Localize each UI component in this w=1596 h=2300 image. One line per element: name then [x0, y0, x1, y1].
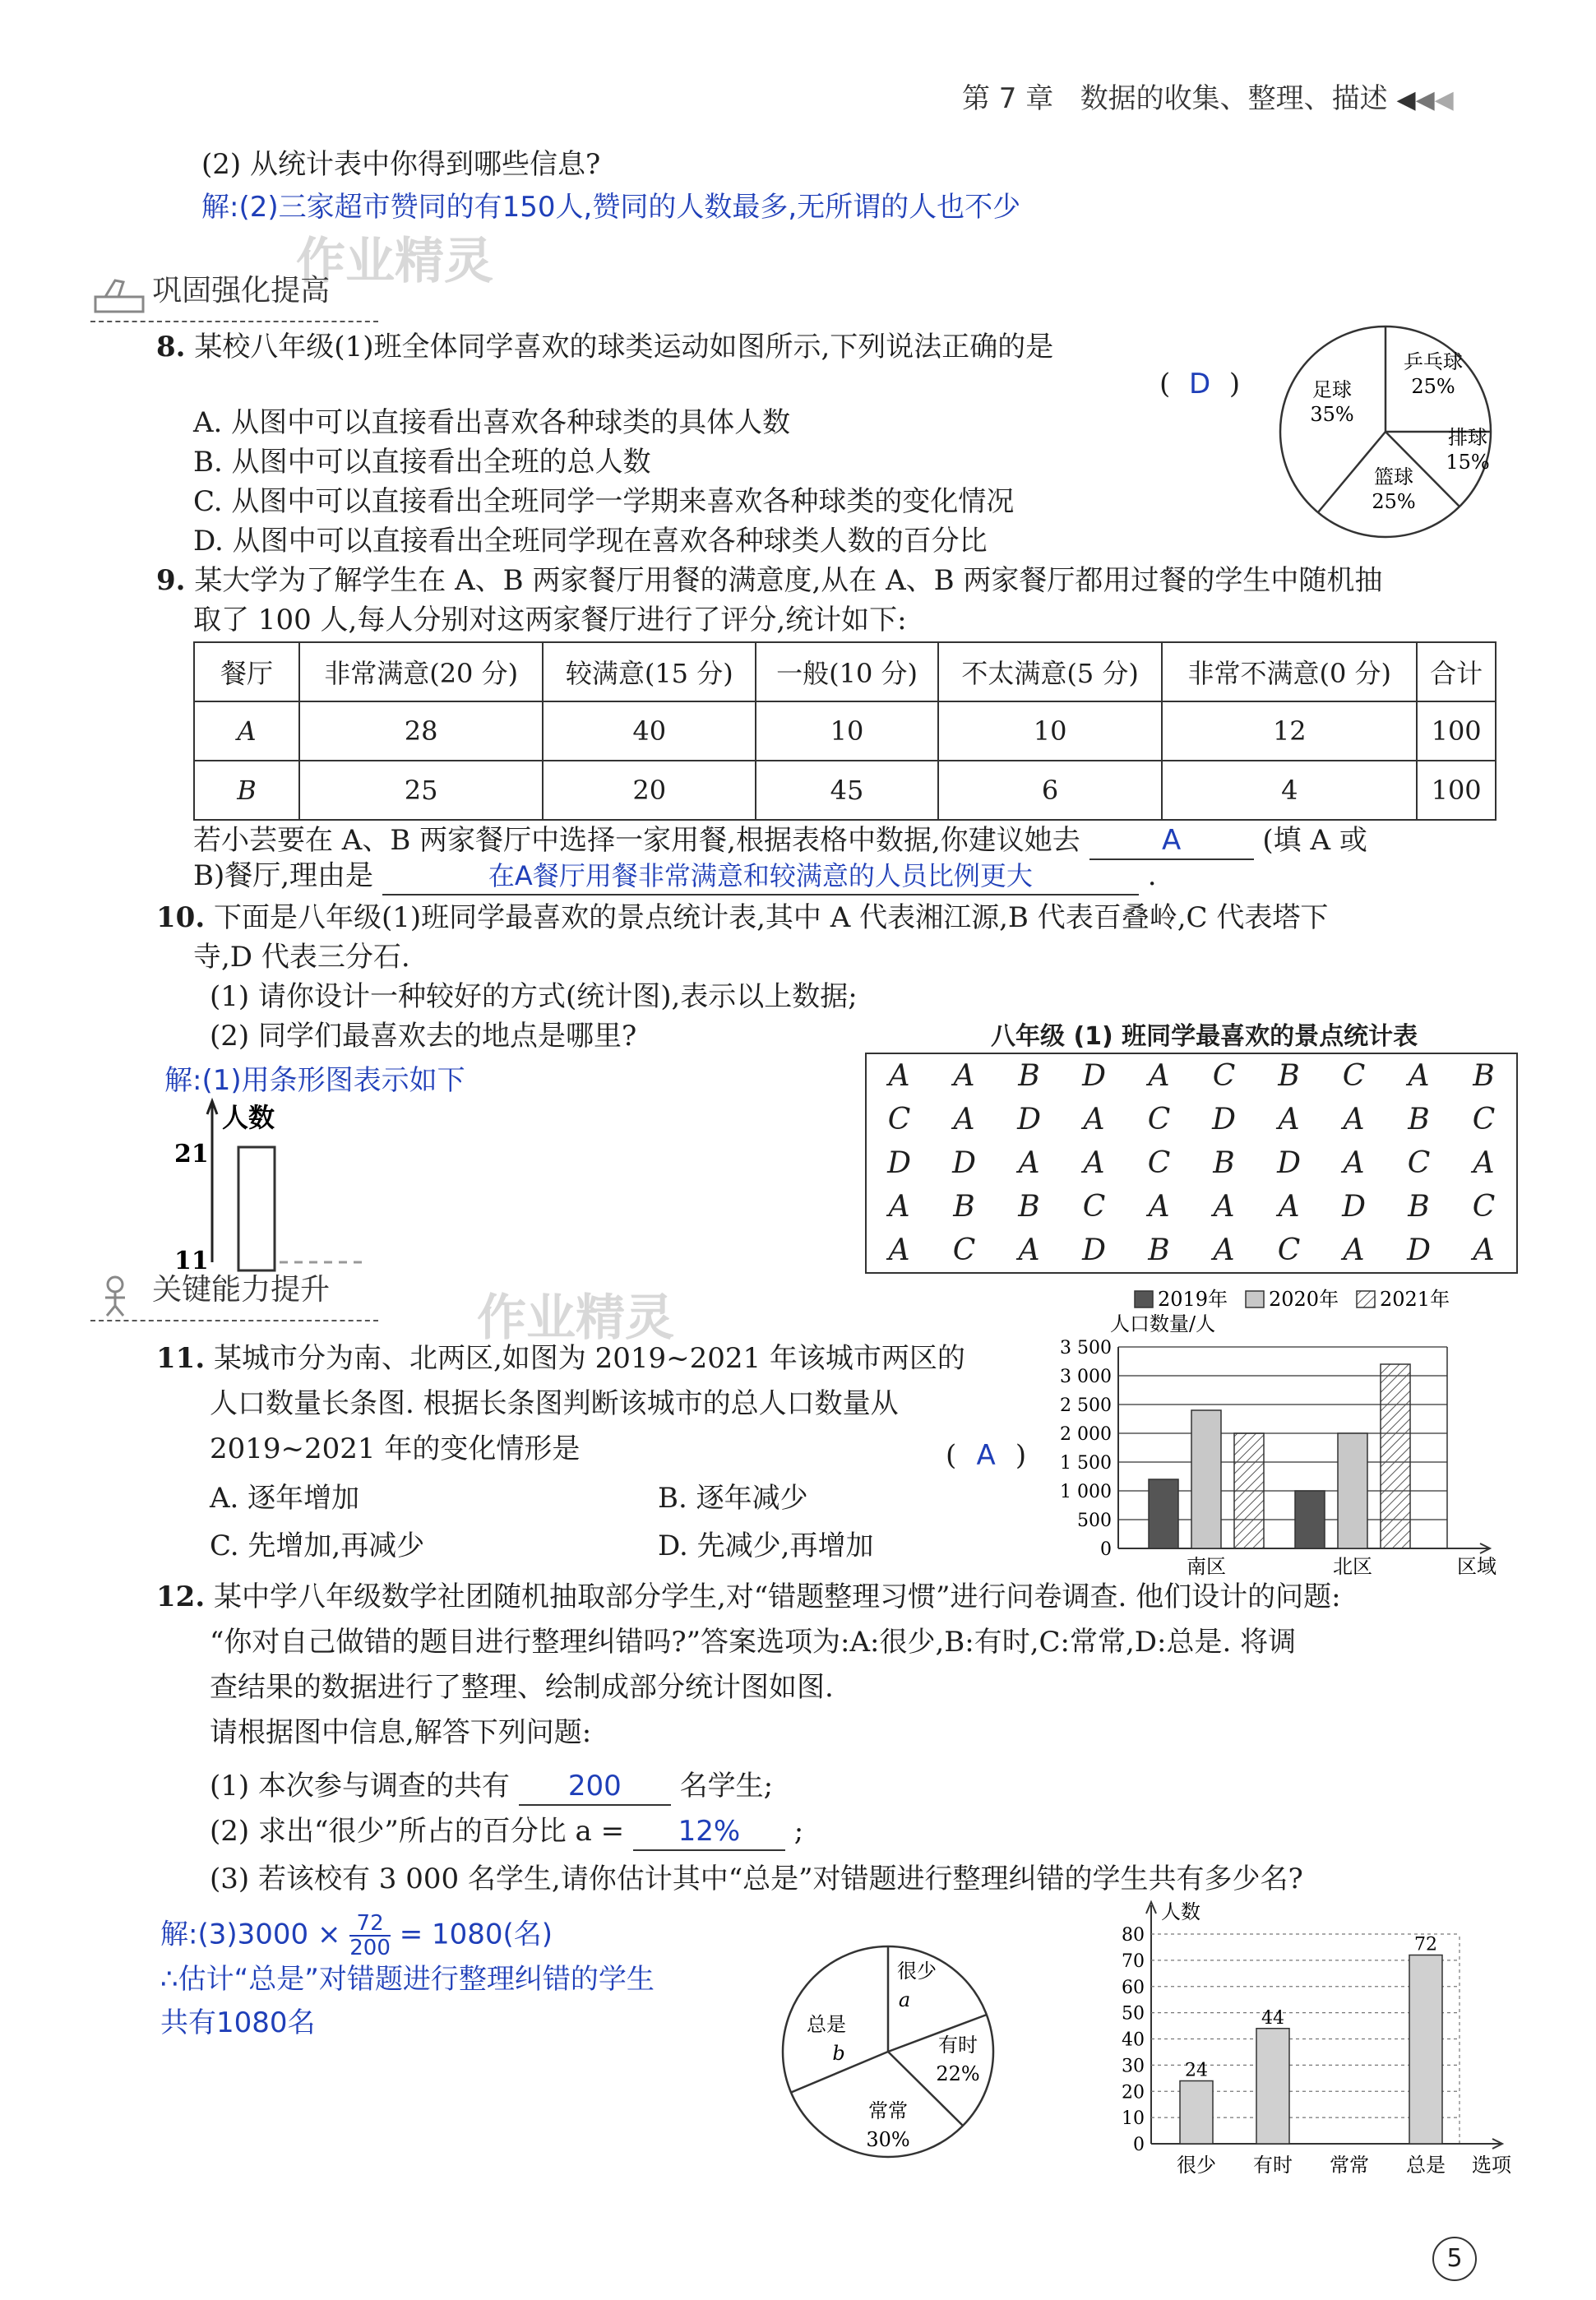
pie-value-often: 30% [866, 2128, 910, 2151]
grid-cell: A [1018, 1146, 1040, 1180]
grid-cell: A [953, 1103, 975, 1136]
pie-label-pingpong: 乒乓球 [1404, 350, 1463, 373]
grid-cell: B [953, 1190, 975, 1224]
q11-option-d: D. 先减少,再增加 [658, 1529, 874, 1562]
q9-line2: 取了 100 人,每人分别对这两家餐厅进行了评分,统计如下: [193, 604, 907, 636]
y-tick-label: 10 [1122, 2108, 1145, 2130]
bar [1409, 1955, 1442, 2145]
grid-cell: A [1343, 1233, 1365, 1267]
legend-label: 2021年 [1380, 1288, 1450, 1311]
table-cell: 6 [938, 761, 1163, 820]
grid-cell: C [1147, 1146, 1171, 1180]
arrow-icon: ◀ [1396, 86, 1416, 114]
q8-option-c: C. 从图中可以直接看出全班同学一学期来喜欢各种球类的变化情况 [193, 485, 1015, 518]
q12-sub1 [210, 1768, 773, 1806]
grid-cell: B [1213, 1146, 1235, 1180]
y-tick-label: 0 [1133, 2135, 1145, 2155]
grid-row [866, 1141, 1517, 1185]
y-tick-label: 60 [1122, 1977, 1145, 1998]
paren-right: ) [1228, 368, 1241, 400]
question-number: 12. [156, 1580, 206, 1613]
q12-line4: 请根据图中信息,解答下列问题: [210, 1716, 592, 1749]
q10-line1 [156, 900, 1328, 936]
q12-bar-chart [1110, 1895, 1511, 2187]
table-cell: B [194, 761, 299, 820]
y-tick-label: 500 [1077, 1511, 1112, 1531]
watermark: 作业精灵 [296, 233, 493, 290]
pie-label-often: 常常 [868, 2099, 908, 2122]
grid-cell: C [1212, 1059, 1236, 1093]
y-tick-label: 30 [1122, 2056, 1145, 2077]
table-cell: 45 [756, 761, 938, 820]
x-tick-label: 南区 [1187, 1555, 1226, 1578]
grid-cell: A [1343, 1146, 1365, 1180]
q12-answer-line1 [160, 1912, 553, 1960]
grid-cell: A [1473, 1146, 1495, 1180]
chapter-label: 第 7 章 [962, 82, 1054, 115]
pie-value-sometimes: 22% [936, 2062, 980, 2085]
q10-grid-table [865, 1053, 1518, 1274]
grid-cell: C [1407, 1146, 1431, 1180]
q11-option-b: B. 逐年减少 [658, 1482, 808, 1515]
question-text: 下面是八年级(1)班同学最喜欢的景点统计表,其中 A 代表湘江源,B 代表百叠岭,C 代表塔下 [213, 901, 1329, 934]
q9-answer-blank-1: A [1089, 822, 1254, 860]
pie-pct-football: 35% [1310, 403, 1354, 426]
bar [1234, 1433, 1264, 1548]
q12-line2: “你对自己做错的题目进行整理纠错吗?”答案选项为:A:很少,B:有时,C:常常,D:总是. 将调 [210, 1626, 1297, 1659]
q8-stem [156, 329, 1053, 365]
q11-option-a: A. 逐年增加 [210, 1482, 360, 1515]
q7-answer: 解:(2)三家超市赞同的有150人,赞同的人数最多,无所谓的人也不少 [201, 191, 1021, 224]
legend-label: 2019年 [1158, 1288, 1228, 1311]
grid-cell: D [1082, 1059, 1106, 1093]
question-number: 11. [156, 1342, 206, 1375]
grid-cell: A [1278, 1190, 1300, 1224]
grid-cell: B [1148, 1233, 1170, 1267]
pie-value-always: b [832, 2042, 845, 2065]
y-tick-label: 3 500 [1060, 1338, 1112, 1358]
question-text: 若小芸要在 A、B 两家餐厅中选择一家用餐,根据表格中数据,你建议她去 [193, 824, 1080, 857]
grid-cell: C [1147, 1103, 1171, 1136]
pie-label-sometimes: 有时 [938, 2034, 978, 2057]
table-header: 合计 [1417, 642, 1496, 701]
y-tick-label: 2 500 [1060, 1395, 1112, 1416]
table-cell: A [194, 701, 299, 761]
grid-row [866, 1098, 1517, 1141]
grid-cell: B [1408, 1190, 1430, 1224]
grid-cell: A [1148, 1190, 1170, 1224]
grid-cell: C [1082, 1190, 1106, 1224]
x-axis-label: 区域 [1457, 1555, 1497, 1578]
q8-answer-paren [1159, 366, 1240, 402]
grid-cell: A [1213, 1190, 1235, 1224]
bar [1295, 1491, 1325, 1548]
q10-sub1: (1) 请你设计一种较好的方式(统计图),表示以上数据; [210, 980, 858, 1013]
grid-cell: C [1472, 1103, 1496, 1136]
q10-answer: 解:(1)用条形图表示如下 [164, 1064, 465, 1097]
grid-cell: A [1473, 1233, 1495, 1267]
q12-sub3: (3) 若该校有 3 000 名学生,请你估计其中“总是”对错题进行整理纠错的学生共有多少名? [210, 1863, 1303, 1895]
grid-cell: D [1277, 1146, 1301, 1180]
question-text: (2) 求出“很少”所占的百分比 a = [210, 1815, 625, 1848]
bar [1381, 1364, 1410, 1548]
bar [1256, 2029, 1289, 2144]
x-tick-label: 北区 [1333, 1555, 1372, 1578]
q12-answer-line3: 共有1080名 [160, 2006, 316, 2039]
watermark: 作业精灵 [477, 1289, 674, 1347]
pie-label-rarely: 很少 [897, 1960, 937, 1983]
q12-answer-blank-1: 200 [519, 1768, 671, 1806]
table-cell: 100 [1417, 761, 1496, 820]
bar [1338, 1433, 1367, 1548]
q10-table-title: 八年级 (1) 班同学最喜欢的景点统计表 [991, 1022, 1418, 1051]
question-text: 某中学八年级数学社团随机抽取部分学生,对“错题整理习惯”进行问卷调查. 他们设计的问题: [213, 1580, 1341, 1613]
q8-answer: D [1188, 368, 1211, 400]
table-header: 餐厅 [194, 642, 299, 701]
paren-left: ( [1159, 368, 1171, 400]
legend-label: 2020年 [1269, 1288, 1339, 1311]
q8-pie-chart [1270, 321, 1509, 543]
grid-cell: A [1148, 1059, 1170, 1093]
table-cell: 20 [543, 761, 756, 820]
table-header: 非常满意(20 分) [299, 642, 543, 701]
grid-cell: A [1018, 1233, 1040, 1267]
fraction [349, 1912, 391, 1960]
arrow-icon: ◀ [1434, 86, 1454, 114]
grid-cell: D [1342, 1190, 1366, 1224]
table-row [194, 761, 1496, 820]
q12-pie-chart [777, 1937, 1024, 2175]
section-title: 巩固强化提高 [152, 274, 331, 308]
question-text: B)餐厅,理由是 [193, 859, 374, 892]
q12-answer-line2: ∴估计“总是”对错题进行整理纠错的学生 [160, 1963, 655, 1996]
grid-cell: B [1473, 1059, 1495, 1093]
pie-value-rarely: a [898, 1988, 911, 2011]
pie-pct-volleyball: 15% [1446, 451, 1490, 474]
paren-left: ( [946, 1439, 957, 1472]
question-text: (1) 本次参与调查的共有 [210, 1770, 510, 1803]
grid-cell: C [952, 1233, 976, 1267]
data-label: 72 [1414, 1934, 1437, 1955]
y-tick-label: 3 000 [1060, 1367, 1112, 1387]
q11-line3: 2019~2021 年的变化情形是 [210, 1432, 581, 1465]
grid-cell: D [1212, 1103, 1236, 1136]
table-header: 非常不满意(0 分) [1162, 642, 1417, 701]
grid-cell: A [1213, 1233, 1235, 1267]
q11-answer-paren [946, 1437, 1026, 1474]
pie-label-football: 足球 [1312, 378, 1352, 401]
answer-text: = 1080(名) [399, 1918, 553, 1951]
pie-label-always: 总是 [807, 2013, 846, 2036]
y-axis-label: 人数 [1161, 1900, 1200, 1923]
q9-line1 [156, 562, 1382, 599]
q10-sub2: (2) 同学们最喜欢去的地点是哪里? [210, 1020, 637, 1053]
grid-cell: A [888, 1059, 910, 1093]
q12-answer-blank-2: 12% [633, 1813, 785, 1851]
question-number: 10. [156, 901, 206, 934]
question-text: . [1147, 859, 1157, 892]
table-cell: 12 [1162, 701, 1417, 761]
question-number: 9. [156, 564, 186, 597]
q9-table [193, 641, 1497, 821]
question-number: 8. [156, 331, 186, 363]
table-cell: 28 [299, 701, 543, 761]
grid-row [866, 1229, 1517, 1273]
q7-part2: (2) 从统计表中你得到哪些信息? [201, 148, 601, 181]
y-tick-label: 1 500 [1060, 1453, 1112, 1474]
y-tick-label: 1 000 [1060, 1482, 1112, 1502]
sketch-tick: 21 [174, 1140, 209, 1169]
table-row [194, 701, 1496, 761]
bar [1191, 1410, 1221, 1548]
figure-icon [90, 1273, 148, 1318]
y-tick-label: 40 [1122, 2029, 1145, 2051]
question-text: 某大学为了解学生在 A、B 两家餐厅用餐的满意度,从在 A、B 两家餐厅都用过餐的学生中随机抽 [194, 564, 1383, 597]
grid-cell: B [1018, 1190, 1040, 1224]
table-cell: 4 [1162, 761, 1417, 820]
section-header-2 [90, 1266, 378, 1321]
grid-cell: A [953, 1059, 975, 1093]
x-tick-label: 总是 [1406, 2154, 1446, 2177]
grid-cell: B [1018, 1059, 1040, 1093]
page-header [962, 76, 1454, 116]
grid-cell: D [887, 1146, 911, 1180]
table-cell: 10 [938, 701, 1163, 761]
pencil-icon [90, 274, 148, 319]
grid-cell: B [1278, 1059, 1300, 1093]
y-axis-label: 人口数量/人 [1110, 1312, 1216, 1335]
q9-after-line2 [193, 858, 1157, 895]
sketch-bar [238, 1147, 275, 1270]
legend-swatch [1357, 1291, 1375, 1307]
question-text: 某校八年级(1)班全体同学喜欢的球类运动如图所示,下列说法正确的是 [194, 331, 1054, 363]
q8-option-d: D. 从图中可以直接看出全班同学现在喜欢各种球类人数的百分比 [193, 525, 988, 558]
grid-cell: A [1278, 1103, 1300, 1136]
grid-cell: D [1082, 1233, 1106, 1267]
q12-line3: 查结果的数据进行了整理、绘制成部分统计图如图. [210, 1671, 834, 1704]
x-tick-label: 很少 [1177, 2154, 1216, 2177]
grid-cell: A [1083, 1103, 1105, 1136]
question-text: (填 A 或 [1262, 824, 1367, 857]
q12-sub2 [210, 1813, 803, 1851]
q8-option-b: B. 从图中可以直接看出全班的总人数 [193, 446, 651, 479]
data-label: 24 [1185, 2060, 1208, 2081]
q11-line1 [156, 1340, 965, 1377]
page-number: 5 [1432, 2237, 1477, 2281]
fraction-numerator: 72 [349, 1912, 391, 1937]
grid-cell: B [1408, 1103, 1430, 1136]
q11-line2: 人口数量长条图. 根据长条图判断该城市的总人口数量从 [210, 1387, 899, 1420]
bar [1149, 1479, 1178, 1548]
data-label: 44 [1261, 2007, 1284, 2029]
grid-cell: C [1277, 1233, 1301, 1267]
x-axis-label: 选项 [1472, 2154, 1511, 2177]
table-header: 一般(10 分) [756, 642, 938, 701]
q11-option-c: C. 先增加,再减少 [210, 1529, 425, 1562]
grid-row [866, 1053, 1517, 1098]
y-tick-label: 20 [1122, 2082, 1145, 2103]
y-tick-label: 0 [1100, 1539, 1112, 1560]
table-cell: 25 [299, 761, 543, 820]
y-tick-label: 2 000 [1060, 1424, 1112, 1445]
grid-cell: A [1343, 1103, 1365, 1136]
question-text: ; [793, 1815, 804, 1848]
q10-sketch-chart [164, 1098, 411, 1275]
table-cell: 10 [756, 701, 938, 761]
section-title: 关键能力提升 [152, 1273, 331, 1307]
grid-cell: D [1017, 1103, 1041, 1136]
q9-answer-blank-2: 在A餐厅用餐非常满意和较满意的人员比例更大 [382, 858, 1139, 895]
grid-cell: A [1083, 1146, 1105, 1180]
x-tick-label: 常常 [1330, 2154, 1369, 2177]
grid-cell: D [952, 1146, 976, 1180]
grid-row [866, 1185, 1517, 1229]
pie-label-basketball: 篮球 [1374, 465, 1413, 488]
grid-cell: C [1342, 1059, 1366, 1093]
pie-pct-basketball: 25% [1372, 490, 1416, 513]
table-header-row [194, 642, 1496, 701]
x-tick-label: 有时 [1253, 2154, 1293, 2177]
table-cell: 40 [543, 701, 756, 761]
pie-label-volleyball: 排球 [1448, 426, 1487, 449]
q12-line1 [156, 1579, 1341, 1615]
y-tick-label: 80 [1122, 1925, 1145, 1946]
arrow-icon: ◀ [1415, 86, 1435, 114]
section-header-1 [90, 267, 378, 322]
legend-swatch [1135, 1291, 1153, 1307]
answer-text: 解:(3)3000 × [160, 1918, 341, 1951]
q10-line2: 寺,D 代表三分石. [193, 941, 410, 974]
sketch-ylabel: 人数 [222, 1102, 275, 1133]
q9-after-line1 [193, 822, 1367, 860]
y-tick-label: 70 [1122, 1951, 1145, 1972]
grid-cell: C [1472, 1190, 1496, 1224]
grid-cell: A [1408, 1059, 1430, 1093]
question-text: 名学生; [679, 1770, 774, 1803]
question-text: 某城市分为南、北两区,如图为 2019~2021 年该城市两区的 [213, 1342, 965, 1375]
q11-bar-chart [1052, 1283, 1513, 1578]
legend-swatch [1246, 1291, 1264, 1307]
y-tick-label: 50 [1122, 2003, 1145, 2025]
grid-cell: A [888, 1233, 910, 1267]
sketch-tick: 11 [174, 1247, 209, 1275]
q11-answer: A [976, 1439, 996, 1472]
paren-right: ) [1015, 1439, 1027, 1472]
table-header: 不太满意(5 分) [938, 642, 1163, 701]
chapter-title: 数据的收集、整理、描述 [1080, 82, 1388, 115]
grid-cell: D [1407, 1233, 1431, 1267]
table-header: 较满意(15 分) [543, 642, 756, 701]
table-cell: 100 [1417, 701, 1496, 761]
pie-pct-pingpong: 25% [1411, 375, 1455, 398]
q8-option-a: A. 从图中可以直接看出喜欢各种球类的具体人数 [193, 406, 791, 439]
fraction-denominator: 200 [349, 1936, 391, 1960]
grid-cell: A [888, 1190, 910, 1224]
grid-cell: C [887, 1103, 911, 1136]
bar [1180, 2081, 1213, 2145]
